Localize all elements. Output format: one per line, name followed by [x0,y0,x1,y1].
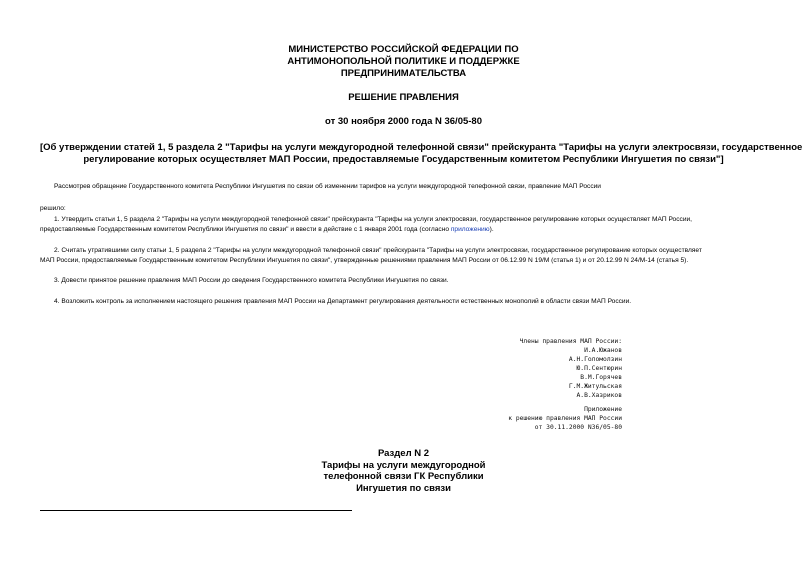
ministry-line: АНТИМОНОПОЛЬНОЙ ПОЛИТИКЕ И ПОДДЕРЖКЕ [287,56,520,67]
signatures-block [520,337,622,400]
appendix-note-line: Приложение [584,406,622,413]
section-line: телефонной связи ГК Республики [323,471,484,482]
item-3-text: 3. Довести принятое решение правления МАП России до сведения Государственного комитета Республики Ингушетия по связи. [54,277,449,284]
appendix-note [508,405,622,432]
subject-line: [Об утверждении статей 1, 5 раздела 2 "Тарифы на услуги междугородной телефонной связи" прейскуранта "Тарифы на услуги электросвязи, государственное [40,142,803,153]
item-2 [40,246,772,266]
item-3 [40,276,772,286]
section-line: Раздел N 2 [377,448,430,459]
decided-text: решило: [40,205,66,212]
signature-line: Г.М.Житульская [568,383,622,390]
item-2-line: 2. Считать утратившими силу статьи 1, 5 раздела 2 "Тарифы на услуги междугородной телефонной связи" прейскуранта "Тарифы на услуги электросвязи, государственное регулирование которых осуществляет [54,247,702,254]
item-4 [40,297,772,307]
item-1-text: предоставляемые Государственным комитетом Республики Ингушетия по связи" и ввести в действие с 1 января 2001 года (согласно [40,226,451,233]
ministry-line: МИНИСТЕРСТВО РОССИЙСКОЙ ФЕДЕРАЦИИ ПО [288,44,519,55]
item-1 [40,215,772,235]
subject-line: регулирование которых осуществляет МАП России, предоставляемые Государственным комитетом Республики Ингушетия по связи"] [83,154,724,165]
resolution-date: от 30 ноября 2000 года N 36/05-80 [325,116,482,127]
resolution-subject [40,142,803,166]
intro-text: Рассмотрев обращение Государственного комитета Республики Ингушетия по связи об изменении тарифов на услуги междугородной телефонной связи, правление МАП России [54,183,601,190]
item-2-line: МАП России, предоставляемые Государственным комитетом Республики Ингушетия по связи", утвержденные решениями правления МАП России от 06.12.99 N 19/М (статья 1) и от 20.12.99 N 24/М-14 (статья 5). [40,257,689,264]
resolution-title: РЕШЕНИЕ ПРАВЛЕНИЯ [348,92,459,103]
section-line: Ингушетия по связи [356,482,451,494]
signature-line: Члены правления МАП России: [519,338,622,345]
signature-line: Ю.П.Сентюрин [576,365,622,372]
item-1-tail: ). [489,226,494,233]
appendix-note-line: от 30.11.2000 N36/05-80 [534,424,622,431]
item-1-line-2 [40,225,772,235]
signature-line: И.А.Южанов [584,347,622,354]
section-heading [280,448,527,494]
item-4-text: 4. Возложить контроль за исполнением настоящего решения правления МАП России на Департамент регулирования деятельности естественных монополий в области связи МАП России. [54,298,632,305]
signature-line: А.В.Хазриков [576,392,622,399]
intro-paragraph [40,182,772,192]
appendix-note-line: к решению правления МАП России [508,415,622,422]
section-line: Тарифы на услуги междугородной [321,459,486,471]
item-1-line: 1. Утвердить статьи 1, 5 раздела 2 "Тарифы на услуги междугородной телефонной связи" прейскуранта "Тарифы на услуги электросвязи, государственное регулирование которых осуществляет МАП России, [54,216,693,223]
ministry-header [150,44,657,80]
appendix-link[interactable]: приложению [450,226,490,233]
decided-label [40,204,772,214]
footnote-divider [40,510,352,511]
signature-line: В.М.Горячев [580,374,622,381]
ministry-line: ПРЕДПРИНИМАТЕЛЬСТВА [340,68,467,79]
signature-line: А.Н.Голомолзин [568,356,622,363]
